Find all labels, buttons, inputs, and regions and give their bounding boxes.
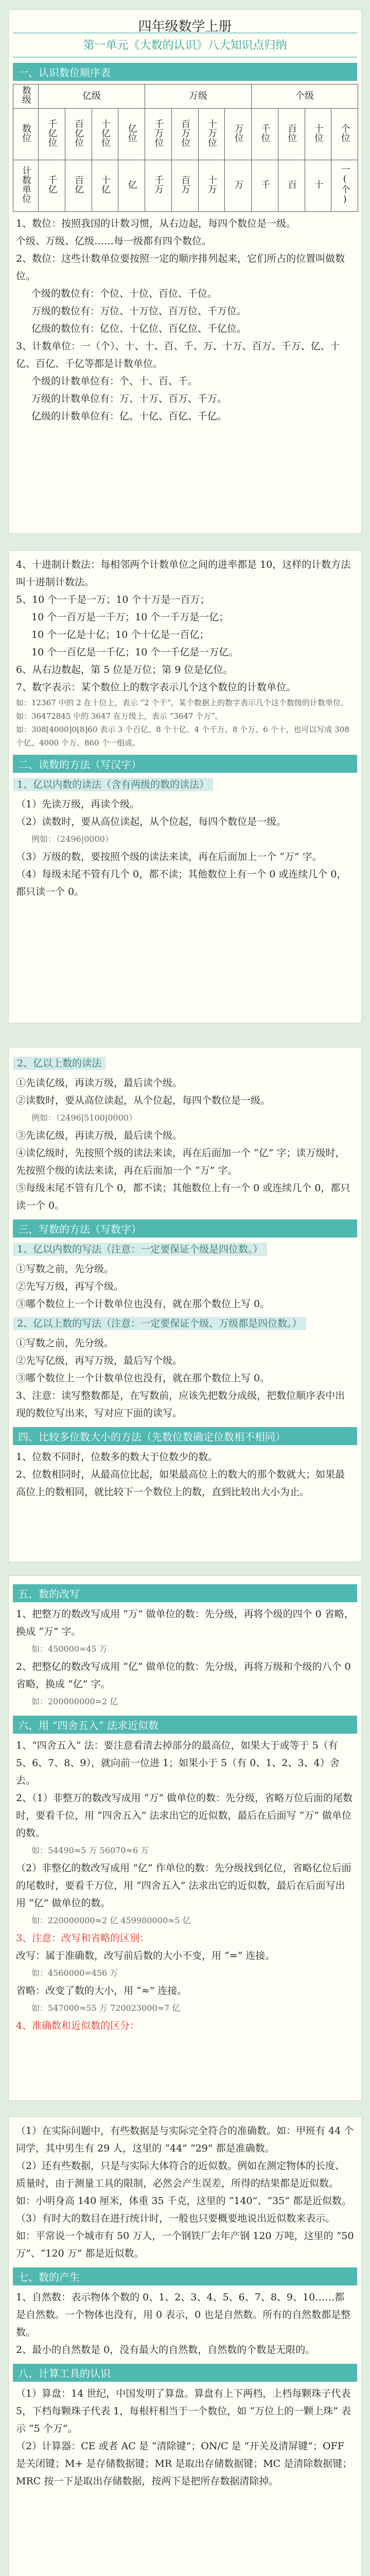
text-line: （1）算盘：14 世纪，中国发明了算盘。算盘有上下两档，上档每颗珠子代表 5，下档每颗珠子代表 1，每根杆相当于一个数位，如 “万位上的一颗上珠” 表示 “5 个万”。 bbox=[16, 2388, 351, 2434]
section-heading: 七、数的产生 bbox=[13, 2267, 357, 2285]
text-line: 个级的数位有：个位、十位、百位、千位。 bbox=[31, 288, 218, 299]
table-cell: 千 bbox=[252, 160, 278, 212]
table-cell: 亿 bbox=[118, 160, 145, 212]
text-line: 亿级的数位有：亿位、十亿位、百亿位、千亿位。 bbox=[31, 323, 247, 334]
text-line: 10 个一百亿是一千亿；10 个一千亿是一万亿。 bbox=[31, 647, 239, 658]
rule-line: ④读亿级时，先按照个级的读法来读，再在后面加一个 “亿” 字；读万级时，先按照个级的读法来读，再在后面加一个 “万” 字。 bbox=[16, 1147, 345, 1176]
table-cell: 十万 bbox=[198, 160, 225, 212]
rule-line: ②先写万级，再写个级。 bbox=[16, 1281, 124, 1292]
example-line: 如：200000000=2 亿 bbox=[31, 1697, 118, 1706]
rule-line: ⑤每级末尾不管有几个 0，都不读；其他数位上有一个 0 或连续几个 0，都只读一个 0。 bbox=[16, 1182, 350, 1211]
text-line: 万级的计数单位有：万、十万、百万、千万。 bbox=[31, 393, 227, 404]
rule-line: ②先写亿级，再写万级，最后写个级。 bbox=[16, 1355, 183, 1366]
sub-heading: 2、亿以上数的写法（注意：一定要保证个级、万级都是四位数。） bbox=[9, 1315, 361, 1332]
section-heading: 五、数的改写 bbox=[13, 1584, 357, 1602]
sub-heading: 3、注意：改写和省略的区别： bbox=[16, 1933, 150, 1944]
table-cell: 千万位 bbox=[145, 109, 172, 160]
text-line: 7、数字表示：某个数位上的数字表示几个这个数位的计数单位。 bbox=[16, 682, 296, 693]
table-cell: 一(个) bbox=[331, 160, 358, 212]
note-line: 3、注意：读写整数都是，在写数前，应该先把数分成级，把数位顺序表中出现的数位写出来，写对应下面的读写。 bbox=[16, 1390, 345, 1419]
table-cell: 百 bbox=[278, 160, 305, 212]
text-line: 1、自然数：表示物体个数的 0、1、2、3、4、5、6、7、8、9、10……都是自然数。一个物体也没有，用 0 表示，0 也是自然数。所有的自然数都是整数。 bbox=[16, 2292, 351, 2338]
table-cell: 万 bbox=[225, 160, 252, 212]
rule-line: 省略：改变了数的大小，用 “≈” 连接。 bbox=[16, 1985, 187, 1996]
table-cell: 十位 bbox=[305, 109, 331, 160]
rule-line: （2）读数时，要从高位读起，从个位起，每四个数位是一级。 bbox=[16, 816, 287, 827]
page-subtitle: 第一单元《大数的认识》八大知识点归纳 bbox=[13, 32, 357, 58]
table-cell: 千万 bbox=[145, 160, 172, 212]
page-title: 四年级数学上册 bbox=[138, 19, 232, 35]
example-line: 如：220000000≈2 亿 459980000≈5 亿 bbox=[31, 1916, 191, 1925]
rule-line: 2、把整亿的数改写成用 “亿” 做单位的数：先分级，再将万级和个级的八个 0 省略，换成 “亿” 字。 bbox=[16, 1661, 351, 1690]
text-line: （2）计算器：CE 或者 AC 是 “清除键”；ON/C 是 “开关及清屏键”；OFF 是关闭键；M+ 是存储数据键；MR 是取出存储数据键；MC 是清除数据键；MRC 按一下是取出存储数据，按两下是把所存数据清除掉。 bbox=[16, 2441, 353, 2487]
text-line: 4、十进制计数法：每相邻两个计数单位之间的进率都是 10，这样的计数方法叫十进制计数法。 bbox=[16, 559, 351, 588]
example-line: 例如：（2496|5100|0000） bbox=[31, 1113, 137, 1123]
rule-line: 1、把整万的数改写成用 “万” 做单位的数：先分级，再将个级的四个 0 省略，换成 “万” 字。 bbox=[16, 1608, 354, 1637]
example-line: 如：54490≈5 万 56070≈6 万 bbox=[31, 1845, 149, 1855]
card-5 bbox=[8, 2116, 362, 2576]
table-cell: 百位 bbox=[278, 109, 305, 160]
table-cell: 百万位 bbox=[171, 109, 198, 160]
rule-line: （3）万级的数，要按照个级的读法来读，再在后面加上一个 “万” 字。 bbox=[16, 851, 322, 862]
table-cell: 千亿 bbox=[39, 160, 65, 212]
rule-line: ①先读亿级，再读万级，最后读个级。 bbox=[16, 1077, 183, 1089]
sub-heading: 1、亿以内数的读法（含有两级的数的读法） bbox=[9, 776, 361, 793]
rule-line: 1、位数不同时，位数多的数大于位数少的数。 bbox=[16, 1451, 218, 1463]
table-cell: 百亿 bbox=[65, 160, 92, 212]
place-value-table bbox=[13, 84, 358, 212]
table-cell: 百亿位 bbox=[65, 109, 92, 160]
card-1 bbox=[8, 9, 362, 534]
example-line: 如：547000≈55 万 720023000≈7 亿 bbox=[31, 2003, 181, 2013]
sub-heading: 2、亿以上数的读法 bbox=[9, 1055, 361, 1072]
example-line: 如：36472845 中的 3647 在万级上，表示 “3647 个万”。 bbox=[16, 711, 223, 721]
table-cell: 百万 bbox=[171, 160, 198, 212]
sub-heading: 1、亿以内数的写法（注意：一定要保证个级是四位数。） bbox=[9, 1241, 361, 1258]
card-3 bbox=[8, 1047, 362, 1562]
section-heading: 三、写数的方法（写数字） bbox=[13, 1219, 357, 1238]
text-line: 10 个一百万是一千万；10 个一千万是一亿； bbox=[31, 612, 229, 623]
table-cell: 十 bbox=[305, 160, 331, 212]
rule-line: 2、（1）非整万的数改写成用 “万” 做单位的数：先分级，省略万位后面的尾数时，要看千位，用 “四舍五入” 法求出它的近似数，最后在后面写 “万” 做单位的数。 bbox=[16, 1792, 353, 1839]
rule-line: ①写数之前，先分级。 bbox=[16, 1263, 114, 1275]
rule-line: ②读数时，要从高位读起，从个位起，每四个数位是一级。 bbox=[16, 1095, 271, 1106]
section-heading: 四、比较多位数大小的方法（先数位数确定位数相不相同） bbox=[13, 1427, 357, 1445]
text-line: 亿级的计数单位有：亿、十亿、百亿、千亿。 bbox=[31, 411, 227, 422]
table-group: 亿级 bbox=[39, 84, 145, 109]
table-group: 万级 bbox=[145, 84, 252, 109]
section-heading: 二、读数的方法（写汉字） bbox=[13, 755, 357, 773]
text-line: （3）有时大的数目在进行统计时，一般也只要概要地说出近似数来表示。如：平常说一个城市有 50 万人，一个钢铁厂去年产钢 120 万吨，这里的 “50 万”、“120 万” 都是近似数。 bbox=[16, 2213, 354, 2259]
table-cell: 个位 bbox=[331, 109, 358, 160]
rule-line: 2、位数相同时，从最高位比起，如果最高位上的数大的那个数就大；如果最高位上的数相同，就比较下一个数位上的数，直到比较出大小为止。 bbox=[16, 1469, 345, 1498]
text-line: 万级的数位有：万位、十万位、百万位、千万位。 bbox=[31, 306, 247, 317]
text-line: 3、计数单位：一（个）、十、十、百、千、万、十万、百万、千万、亿、十亿、百亿、千亿等都是计数单位。 bbox=[16, 341, 340, 369]
rule-line: 1、“四舍五入” 法：要注意看清去掉部分的最高位，如果大于或等于 5（有 5、6、7、8、9），就向前一位进 1；如果小于 5（有 0、1、2、3、4）舍去。 bbox=[16, 1740, 340, 1786]
rule-line: ③哪个数位上一个计数单位也没有，就在那个数位上写 0。 bbox=[16, 1372, 270, 1384]
table-cell: 十万位 bbox=[198, 109, 225, 160]
text-line: （1）在实际问题中，有些数据是与实际完全符合的准确数。如：甲班有 44 个同学，其中男生有 29 人，这里的 “44” “29” 都是准确数。 bbox=[16, 2125, 354, 2154]
table-cell: 千位 bbox=[252, 109, 278, 160]
rule-line: （2）非整亿的数改写成用 “亿” 作单位的数：先分级找到亿位，省略亿位后面的尾数时，要看千万位，用 “四舍五入” 法求出它的近似数，最后在后面写出用 “亿” 做单位的数。 bbox=[16, 1862, 351, 1909]
table-cell: 十亿 bbox=[92, 160, 118, 212]
table-head: 数级 bbox=[13, 84, 39, 109]
rule-line: ③先读亿级，再读万级，最后读个级。 bbox=[16, 1130, 183, 1141]
table-head: 数位 bbox=[13, 109, 39, 160]
section-heading: 六、用 “四舍五入” 法求近似数 bbox=[13, 1716, 357, 1734]
table-cell: 十亿位 bbox=[92, 109, 118, 160]
card-4 bbox=[8, 1575, 362, 2101]
section-heading: 一、认识数位顺序表 bbox=[13, 63, 357, 81]
example-line: 如：450000=45 万 bbox=[31, 1644, 108, 1654]
rule-line: ③哪个数位上一个计数单位也没有，就在那个数位上写 0。 bbox=[16, 1298, 270, 1310]
text-line: 1、数位：按照我国的计数习惯，从右边起，每四个数位是一级。 bbox=[16, 218, 296, 229]
table-cell: 亿位 bbox=[118, 109, 145, 160]
rule-line: 改写：属于准确数，改写前后数的大小不变，用 “=” 连接。 bbox=[16, 1950, 275, 1961]
rule-line: （4）每级末尾不管有几个 0，都不读；其他数位上有一个 0 或连续几个 0，都只读一个 0。 bbox=[16, 869, 347, 897]
example-line: 例如：（2496|0000） bbox=[31, 834, 113, 844]
text-line: 5、10 个一千是一万；10 个十万是一百万； bbox=[16, 594, 210, 605]
example-line: 如：308[4000]0[8]60 表示 3 个百亿、8 个十亿、4 个千万、8 个万、6 个十，也可以写成 308 个亿、4000 个万、860 个一组成。 bbox=[16, 725, 349, 748]
card-2 bbox=[8, 550, 362, 1023]
text-line: 2、数位：这些计数单位要按照一定的顺序排列起来，它们所占的位置叫做数位。 bbox=[16, 253, 345, 282]
table-group: 个级 bbox=[252, 84, 358, 109]
section-heading: 八、计算工具的认识 bbox=[13, 2364, 357, 2382]
example-line: 如：12367 中的 2 在十位上，表示 “2 个千”，某个数据上的数字表示几个这个数级的计数单位。 bbox=[16, 698, 348, 707]
rule-line: ①写数之前，先分级。 bbox=[16, 1337, 114, 1349]
text-line: 10 个一亿是十亿；10 个十亿是一百亿； bbox=[31, 629, 209, 640]
text-line: （2）还有些数据，只是与实际大体符合的近似数。例如在测定物体的长度、质量时，由于测量工具的限制，必然会产生误差，所得的结果都是近似数。如：小明身高 140 厘米，体重 35 千克，这里的 “140”、“35” 都是近似数。 bbox=[16, 2160, 351, 2207]
sub-heading: 4、准确数和近似数的区分： bbox=[16, 2020, 140, 2031]
rule-line: （1）先读万级，再读个级。 bbox=[16, 799, 140, 810]
text-line: 6、从右边数起，第 5 位是万位；第 9 位是亿位。 bbox=[16, 664, 233, 675]
text-line: 2、最小的自然数是 0，没有最大的自然数，自然数的个数是无限的。 bbox=[16, 2344, 315, 2355]
table-head: 计数单位 bbox=[13, 160, 39, 212]
table-cell: 千亿位 bbox=[39, 109, 65, 160]
table-cell: 万位 bbox=[225, 109, 252, 160]
text-line: 个级的计数单位有：个、十、百、千。 bbox=[31, 376, 198, 387]
example-line: 如：4560000=456 万 bbox=[31, 1968, 118, 1978]
text-line: 个级、万级、亿级……每一级都有四个数位。 bbox=[16, 235, 212, 247]
